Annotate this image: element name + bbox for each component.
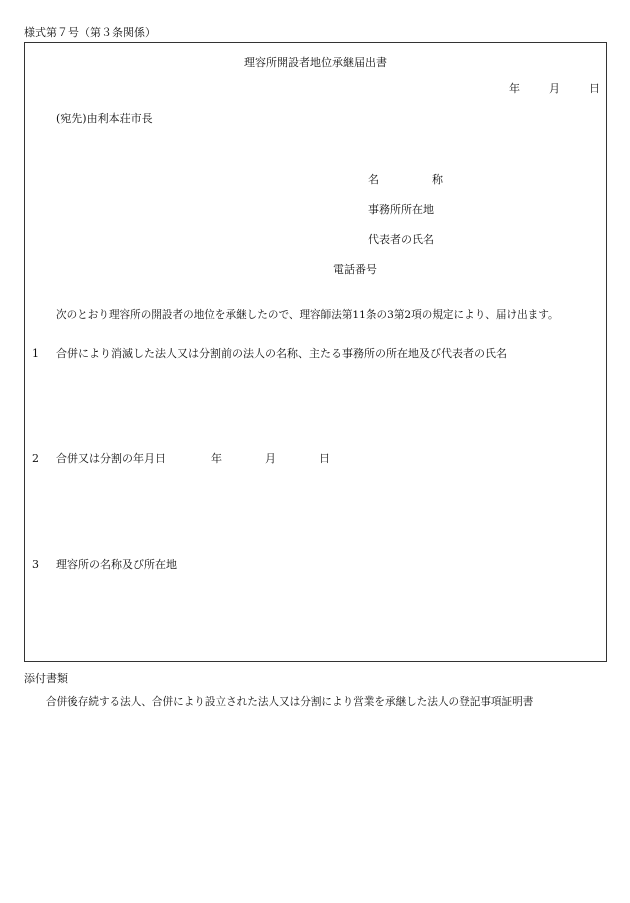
item-2 <box>32 453 330 464</box>
item-2-day: 日 <box>319 452 330 465</box>
applicant-name-label <box>368 174 443 185</box>
representative-name-label: 代表者の氏名 <box>368 233 434 246</box>
name-char-1: 名 <box>368 173 379 186</box>
date-day: 日 <box>589 82 600 95</box>
form-title: 理容所開設者地位承継届出書 <box>244 56 387 69</box>
form-frame <box>24 42 607 662</box>
date-month: 月 <box>549 82 560 95</box>
item-2-label: 合併又は分割の年月日 <box>56 452 166 465</box>
addressee: (宛先)由利本荘市長 <box>56 112 153 125</box>
date-year: 年 <box>509 82 520 95</box>
submission-date <box>509 83 600 94</box>
item-3 <box>32 559 177 570</box>
attachments-text: 合併後存続する法人、合併により設立された法人又は分割により営業を承継した法人の登記事項証明書 <box>46 696 534 708</box>
office-location-label: 事務所所在地 <box>368 203 434 216</box>
name-char-2: 称 <box>432 173 443 186</box>
item-2-number: 2 <box>32 452 39 465</box>
phone-number-label: 電話番号 <box>333 263 377 276</box>
item-1 <box>32 348 507 359</box>
item-2-month: 月 <box>265 452 276 465</box>
item-3-number: 3 <box>32 558 39 571</box>
item-2-year: 年 <box>211 452 222 465</box>
form-number-label: 様式第７号（第３条関係） <box>24 26 156 39</box>
item-1-label: 合併により消滅した法人又は分割前の法人の名称、主たる事務所の所在地及び代表者の氏名 <box>56 347 507 360</box>
attachments-heading: 添付書類 <box>24 672 68 685</box>
item-3-label: 理容所の名称及び所在地 <box>56 558 177 571</box>
item-1-number: 1 <box>32 347 39 360</box>
declaration-statement: 次のとおり理容所の開設者の地位を承継したので、理容師法第11条の3第2項の規定により、届け出ます。 <box>56 309 559 321</box>
